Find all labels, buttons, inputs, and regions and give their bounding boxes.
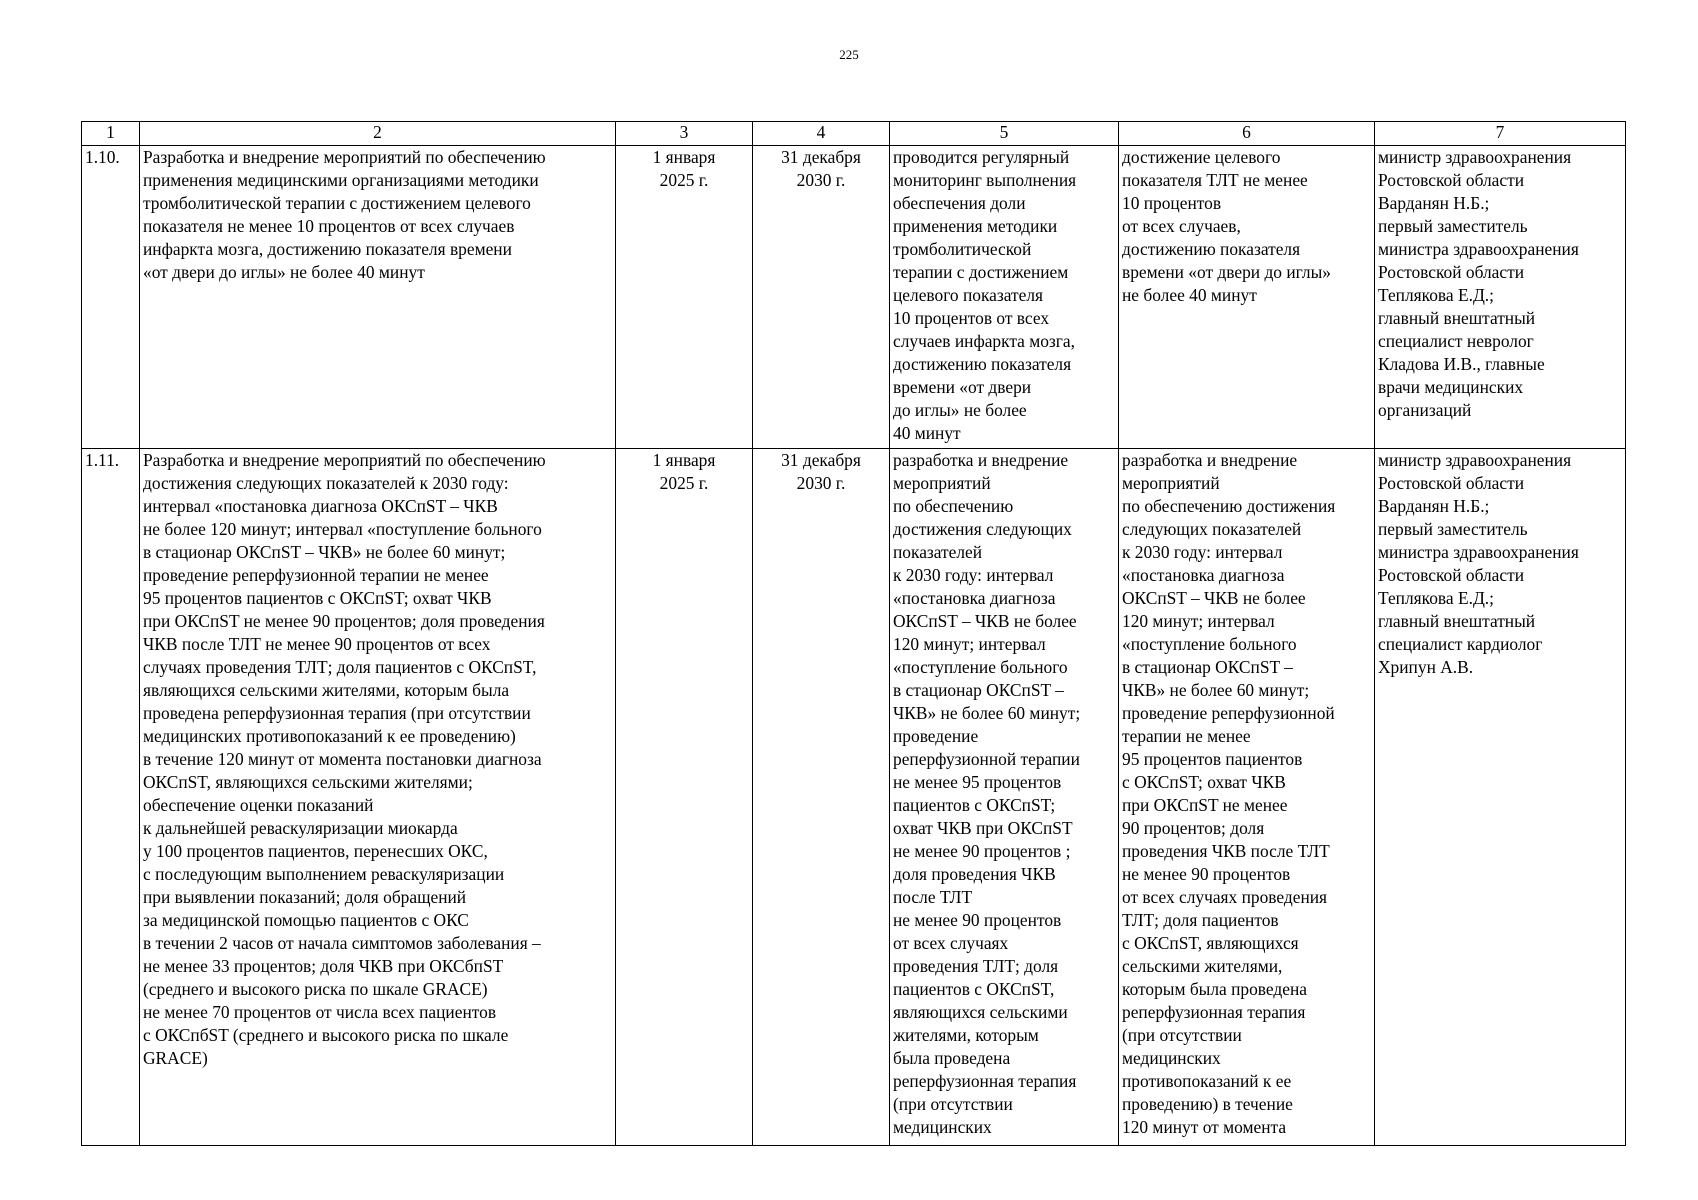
indicator-text: достижение целевого показателя ТЛТ не менее 10 процентов от всех случаев, достижению показателя времени «от двери до иглы» не более 40 минут — [1122, 147, 1331, 305]
responsible-cell — [1375, 146, 1626, 449]
activity-cell — [140, 146, 616, 449]
indicator-cell — [1119, 449, 1375, 1146]
column-header-1: 1 — [82, 122, 140, 146]
start-date: 1 января 2025 г. — [652, 450, 716, 493]
column-header-3: 3 — [616, 122, 753, 146]
result-text: разработка и внедрение мероприятий по обеспечению достижения следующих показателей к 2030 году: интервал «постановка диагноза ОКСпST – ЧКВ не более 120 минут; интервал «поступление больного в стационар ОКСпST – ЧКВ» не более 60 минут; проведение реперфузионной терапии не менее 95 процентов пациентов с ОКСпST; охват ЧКВ при ОКСпST не менее 90 процентов ; доля проведения ЧКВ после ТЛТ не менее 90 процентов от всех случаях проведения ТЛТ; доля пациентов с ОКСпST, являющихся сельскими жителями, которым была проведена реперфузионная терапия (при отсутствии медицинских — [893, 450, 1081, 1137]
end-date-cell — [753, 449, 890, 1146]
column-header-4: 4 — [753, 122, 890, 146]
activity-text: Разработка и внедрение мероприятий по обеспечению применения медицинскими организациями методики тромболитической терапии с достижением целевого показателя не менее 10 процентов от всех случаев инфаркта мозга, достижению показателя времени «от двери до иглы» не более 40 минут — [143, 147, 546, 282]
end-date-cell — [753, 146, 890, 449]
start-date-cell — [616, 449, 753, 1146]
activity-text: Разработка и внедрение мероприятий по обеспечению достижения следующих показателей к 2030 году: интервал «постановка диагноза ОКСпST – ЧКВ не более 120 минут; интервал «поступление больного в стационар ОКСпST – ЧКВ» не более 60 минут; проведение реперфузионной терапии не менее 95 процентов пациентов с ОКСпST; охват ЧКВ при ОКСпST не менее 90 процентов; доля проведения ЧКВ после ТЛТ не менее 90 процентов от всех случаях проведения ТЛТ; доля пациентов с ОКСпST, являющихся сельскими жителями, которым была проведена реперфузионная терапия (при отсутствии медицинских противопоказаний к ее проведению) в течение 120 минут от момента постановки диагноза ОКСпST, являющихся сельскими жителями; обеспечение оценки показаний к дальнейшей реваскуляризации миокарда у 100 процентов пациентов, перенесших ОКС, с последующим выполнением реваскуляризации при выявлении показаний; доля обращений за медицинской помощью пациентов с ОКС в течении 2 часов от начала симптомов заболевания – не менее 33 процентов; доля ЧКВ при ОКСбпST (среднего и высокого риска по шкале GRACE) не менее 70 процентов от числа всех пациентов с ОКСпбST (среднего и высокого риска по шкале GRACE) — [143, 450, 546, 1068]
result-text: проводится регулярный мониторинг выполнения обеспечения доли применения методики тромболитической терапии с достижением целевого показателя 10 процентов от всех случаев инфаркта мозга, достижению показателя времени «от двери до иглы» не более 40 минут — [893, 147, 1077, 443]
table-row — [82, 146, 1626, 449]
responsible-cell — [1375, 449, 1626, 1146]
measures-table — [81, 121, 1626, 1146]
row-number: 1.10. — [82, 146, 140, 449]
start-date: 1 января 2025 г. — [652, 147, 716, 190]
table-row — [82, 449, 1626, 1146]
column-header-2: 2 — [140, 122, 616, 146]
end-date: 31 декабря 2030 г. — [781, 147, 861, 190]
indicator-text: разработка и внедрение мероприятий по обеспечению достижения следующих показателей к 2030 году: интервал «постановка диагноза ОКСпST – ЧКВ не более 120 минут; интервал «поступление больного в стационар ОКСпST – ЧКВ» не более 60 минут; проведение реперфузионной терапии не менее 95 процентов пациентов с ОКСпST; охват ЧКВ при ОКСпST не менее 90 процентов; доля проведения ЧКВ после ТЛТ не менее 90 процентов от всех случаях проведения ТЛТ; доля пациентов с ОКСпST, являющихся сельскими жителями, которым была проведена реперфузионная терапия (при отсутствии медицинских противопоказаний к ее проведению) в течение 120 минут от момента — [1122, 450, 1336, 1137]
column-header-6: 6 — [1119, 122, 1375, 146]
responsible-text: министр здравоохранения Ростовской области Варданян Н.Б.; первый заместитель министра здравоохранения Ростовской области Теплякова Е.Д.; главный внештатный специалист невролог Кладова И.В., главные врачи медицинских организаций — [1378, 147, 1579, 420]
result-cell — [890, 146, 1119, 449]
table-header-row — [82, 122, 1626, 146]
end-date: 31 декабря 2030 г. — [781, 450, 861, 493]
start-date-cell — [616, 146, 753, 449]
row-number: 1.11. — [82, 449, 140, 1146]
result-cell — [890, 449, 1119, 1146]
column-header-7: 7 — [1375, 122, 1626, 146]
indicator-cell — [1119, 146, 1375, 449]
activity-cell — [140, 449, 616, 1146]
responsible-text: министр здравоохранения Ростовской области Варданян Н.Б.; первый заместитель министра здравоохранения Ростовской области Теплякова Е.Д.; главный внештатный специалист кардиолог Хрипун А.В. — [1378, 450, 1579, 677]
column-header-5: 5 — [890, 122, 1119, 146]
page-number: 225 — [839, 47, 859, 62]
